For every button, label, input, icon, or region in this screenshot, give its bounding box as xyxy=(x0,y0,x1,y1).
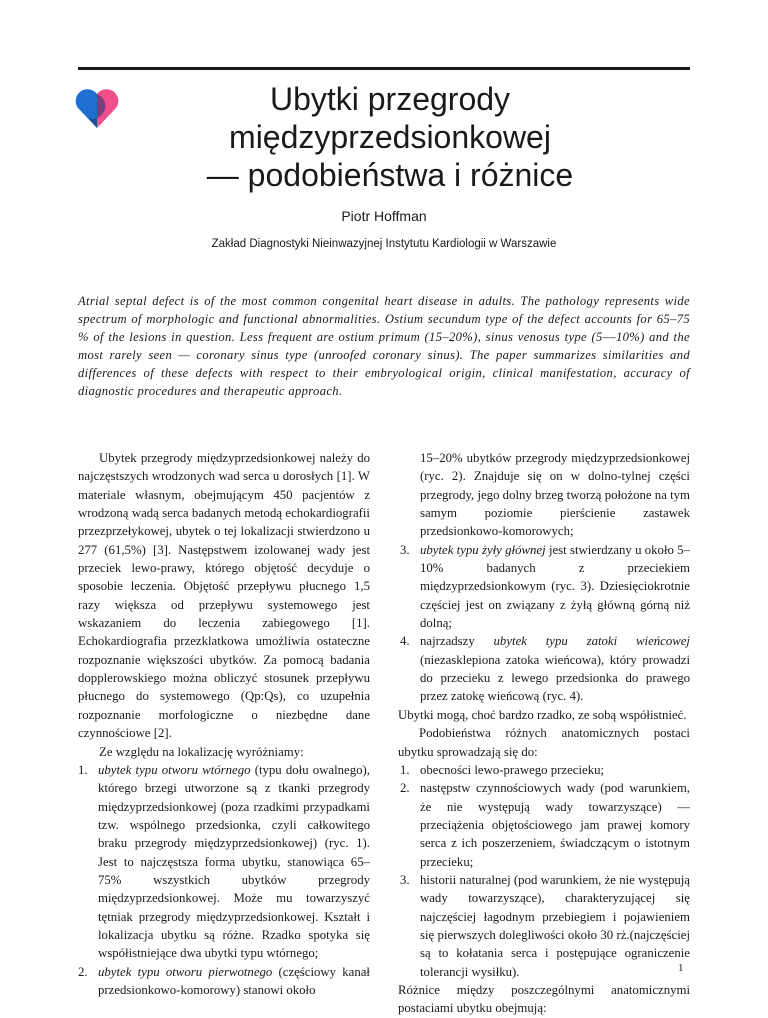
top-rule xyxy=(78,67,690,70)
item-text: następstw czynnościowych wady (pod warunkiem, że nie występują wady towarzyszące) — przeciążenia objętościowego jam prawej komory serca z ich poszerzeniem, świadczącym o istotnym przecieku; xyxy=(420,781,690,869)
list-number: 4. xyxy=(400,634,410,649)
intro-paragraph: Ubytek przegrody międzyprzedsionkowej należy do najczęstszych wrodzonych wad serca u dorosłych [1]. W materiale własnym, obejmującym 450 pacjentów z wrodzoną wadą serca badanych metodą echokardiografii przezprzełykowej, ubytek o tej lokalizacji stwierdzono u 277 (61,5%) [3]. Następstwem izolowanej wady jest przeciek lewo-prawy, którego objętość decyduje o sposobie leczenia. Objętość przepływu płucnego 1,5 razy większa od przepływu systemowego jest wskazaniem do leczenia zabiegowego [1]. Echokardiografia przezklatkowa umożliwia ostateczne rozpoznanie większości ubytków. Za pomocą badania dopplerowskiego można obliczyć stosunek przepływu płucnego do systemowego (Qp:Qs), co uzupełnia rozpoznanie morfologiczne o niezbędne dane czynnościowe [2]. xyxy=(78,451,370,741)
term-secundum: ubytek typu otworu wtórnego xyxy=(98,762,251,777)
article-title xyxy=(130,80,650,194)
title-line-3: — podobieństwa i różnice xyxy=(206,157,574,193)
list-number: 1. xyxy=(400,762,410,777)
list-item xyxy=(398,779,690,871)
item-text: najrzadszy xyxy=(420,634,494,649)
heart-logo-icon xyxy=(74,86,120,130)
item-text: 15–20% ubytków przegrody międzyprzedsionkowej (ryc. 2). Znajduje się on w dolno-tylnej części przegrody, jego dolny brzeg tworzą położone na tym samym poziomie pierścienie zastawek przedsionkowo-komorowych; xyxy=(420,451,690,539)
list-number: 2. xyxy=(400,781,410,796)
similarities-intro: Podobieństwa różnych anatomicznych postaci ubytku sprowadzają się do: xyxy=(398,726,690,759)
list-item xyxy=(78,761,370,963)
item-text: (niezasklepiona zatoka wieńcowa), który prowadzi do przecieku z lewego przedsionka do prawego przez zatokę wieńcową (ryc. 4). xyxy=(420,652,690,704)
item-text: jest stwierdzany u około 5–10% badanych z przeciekiem międzyprzedsionkowym (ryc. 3). Dziesięciokrotnie częściej jest on związany z żyłą główną górną niż dolną; xyxy=(420,542,690,631)
affiliation: Zakład Diagnostyki Nieinwazyjnej Instytutu Kardiologii w Warszawie xyxy=(211,238,557,250)
list-item xyxy=(398,871,690,981)
title-line-2: międzyprzedsionkowej xyxy=(229,119,551,155)
list-number: 3. xyxy=(400,872,410,887)
differences-intro: Różnice między poszczególnymi anatomicznymi postaciami ubytku obejmują: xyxy=(398,982,690,1016)
list-item xyxy=(398,541,690,633)
right-column xyxy=(398,449,690,1018)
term-primum: ubytek typu otworu pierwotnego xyxy=(98,964,273,979)
item-text: historii naturalnej (pod warunkiem, że nie występują wady towarzyszące), charakteryzującej się najczęściej łagodnym przebiegiem i pojawieniem się pierwszych dolegliwości około 30 rż.(najczęściej są to kołatania serca i postępujące ograniczenie tolerancji wysiłku). xyxy=(420,872,690,979)
list-number: 2. xyxy=(78,964,88,979)
locations-intro: Ze względu na lokalizację wyróżniamy: xyxy=(99,744,304,759)
list-number: 1. xyxy=(78,762,88,777)
list-number: 3. xyxy=(400,542,410,557)
term-venosus: ubytek typu żyły głównej xyxy=(420,542,546,557)
abstract: Atrial septal defect is of the most common congenital heart disease in adults. The pathology represents wide spectrum of morphologic and functional abnormalities. Ostium secundum type of the defect accounts for 65–75 % of the lesions in question. Less frequent are ostium primum (15–20%), sinus venosus type (5––10%) and the most rarely seen — coronary sinus type (unroofed coronary sinus). The paper summarizes similarities and differences of these defects with respect to their embryological origin, clinical manifestation, accuracy of diagnostic procedures and therapeutic approach. xyxy=(78,294,690,398)
left-column xyxy=(78,449,370,999)
title-line-1: Ubytki przegrody xyxy=(269,81,511,117)
author: Piotr Hoffman xyxy=(341,208,427,224)
list-item xyxy=(398,632,690,705)
list-item xyxy=(398,761,690,779)
page-number: 1 xyxy=(678,962,684,974)
list-item xyxy=(398,449,690,541)
item-text: (typu dołu owalnego), którego brzegi utworzone są z tkanki przegrody międzyprzedsionkowej (poza rzadkimi przypadkami tzw. wspólnego przedsionka, czyli całkowitego braku przegrody międzyprzedsionkowej) (ryc. 1). Jest to najczęstsza forma ubytku, stanowiąca 65–75% wszystkich ubytków przegrody międzyprzedsionkowej. Może mu towarzyszyć tętniak przegrody międzyprzedsionkowej. Kształt i lokalizacja ubytku są różne. Rzadko spotyka się współistniejące dwa ubytki typu wtórnego; xyxy=(98,762,370,961)
item-text: obecności lewo-prawego przecieku; xyxy=(420,762,605,777)
item-text: (częściowy kanał przedsionkowo-komorowy) stanowi około xyxy=(98,964,370,997)
coexist-paragraph: Ubytki mogą, choć bardzo rzadko, ze sobą współistnieć. xyxy=(398,707,687,722)
term-coronary: ubytek typu zatoki wieńcowej xyxy=(493,634,690,649)
